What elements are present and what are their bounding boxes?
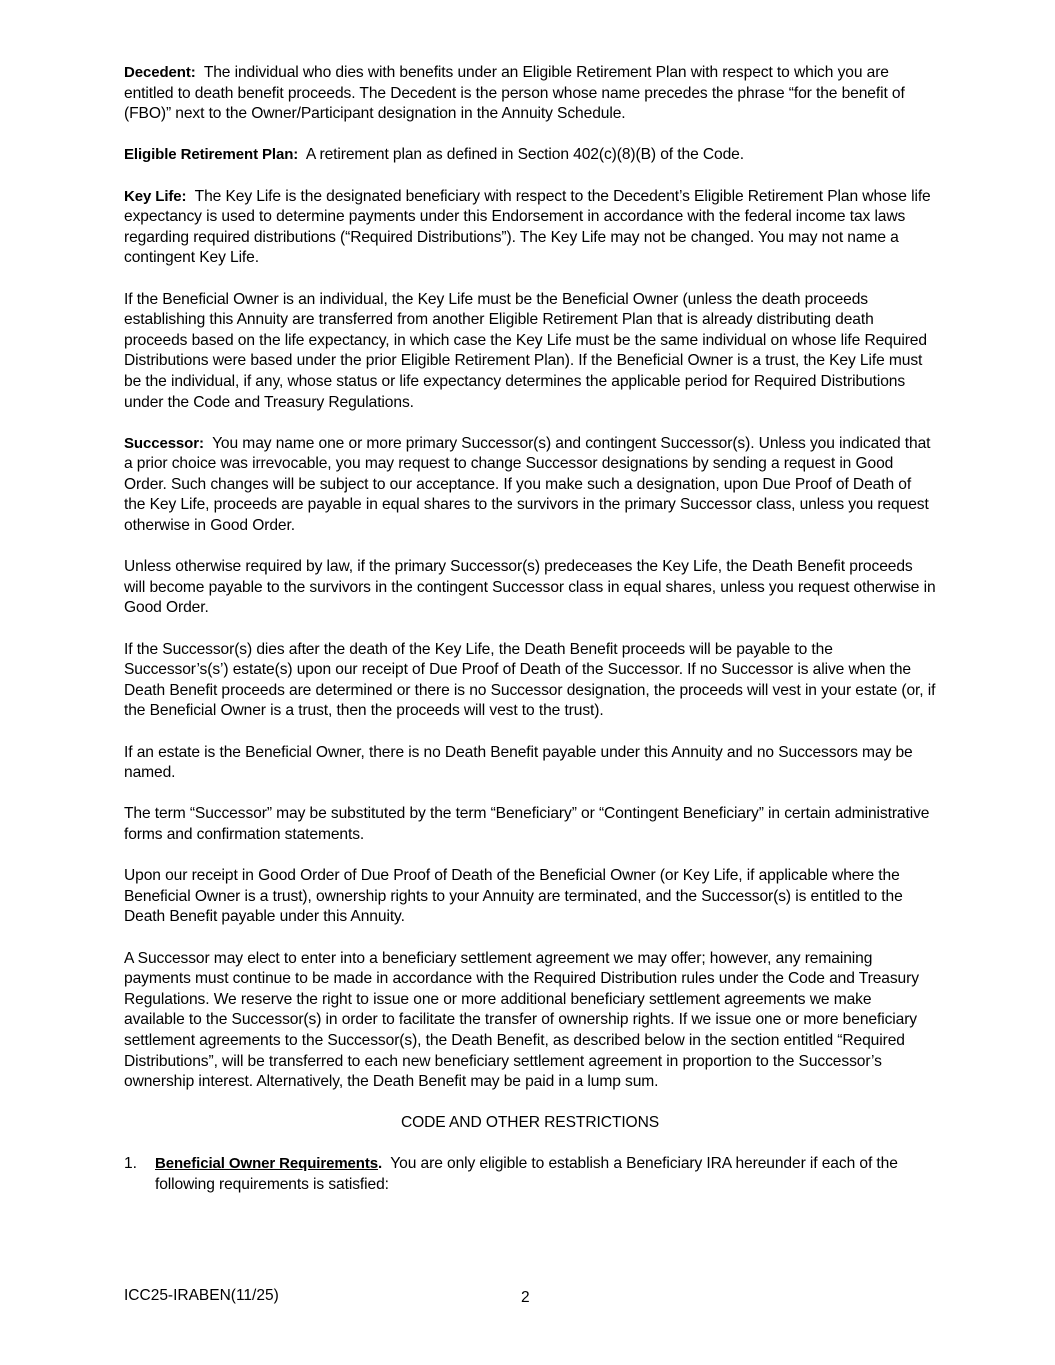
section-heading: CODE AND OTHER RESTRICTIONS xyxy=(400,1114,660,1132)
body-column xyxy=(124,63,936,1196)
definition-successor-text: You may name one or more primary Successor(s) and contingent Successor(s). Unless you indicated that a prior choice was irrevocable, you may request to change Successor designations by sending a request in Good Order. Such changes will be subject to our acceptance. If you make such a designation, upon Due Proof of Death of the Key Life, proceeds are payable in equal shares to the survivors in the primary Successor class, unless you request otherwise in Good Order. xyxy=(124,434,931,535)
term-eligible-retirement-plan: Eligible Retirement Plan: xyxy=(124,146,299,164)
item-body xyxy=(155,1154,936,1195)
definition-eligible-retirement-plan-text: A retirement plan as defined in Section 402(c)(8)(B) of the Code. xyxy=(305,146,744,164)
definition-key-life xyxy=(124,187,936,269)
paragraph-receipt: Upon our receipt in Good Order of Due Proof of Death of the Beneficial Owner (or Key Life, if applicable where the Beneficial Owner is a trust), ownership rights to your Annuity are terminated, and the Successor(s) is entitled to the Death Benefit payable under this Annuity. xyxy=(124,867,903,926)
paragraph-settlement: A Successor may elect to enter into a beneficiary settlement agreement we may offer; however, any remaining payments must continue to be made in accordance with the Required Distribution rules under the Code and Treasury Regulations. We reserve the right to issue one or more additional beneficiary settlement agreements we make available to the Successor(s) in order to facilitate the transfer of ownership rights. If we issue one or more beneficiary settlement agreements to the Successor(s), the Death Benefit, as described below in the section entitled “Required Distributions”, will be transferred to each new beneficiary settlement agreement in proportion to the Successor’s ownership interest. Alternatively, the Death Benefit may be paid in a lump sum. xyxy=(124,949,919,1091)
definition-decedent xyxy=(124,63,936,125)
definition-key-life-text: The Key Life is the designated beneficiary with respect to the Decedent’s Eligible Retirement Plan whose life expectancy is used to determine payments under this Endorsement in accordance with the federal income tax laws regarding required distributions (“Required Distributions”). The Key Life may not be changed. You may not name a contingent Key Life. xyxy=(124,187,931,267)
paragraph-term-substitution: The term “Successor” may be substituted by the term “Beneficiary” or “Contingent Beneficiary” in certain administrative forms and confirmation statements. xyxy=(124,805,930,843)
item-title: Beneficial Owner Requirements xyxy=(155,1155,379,1173)
definition-successor xyxy=(124,434,936,537)
term-key-life: Key Life: xyxy=(124,187,187,205)
paragraph-key-life-individual: If the Beneficial Owner is an individual, the Key Life must be the Beneficial Owner (unless the death proceeds establishing this Annuity are transferred from another Eligible Retirement Plan that is already distributing death proceeds based on the life expectancy, in which case the Key Life must be the same individual on whose life Required Distributions were based under the prior Eligible Retirement Plan). If the Beneficial Owner is a trust, the Key Life must be the individual, if any, whose status or life expectancy determines the applicable period for Required Distributions under the Code and Treasury Regulations. xyxy=(124,290,927,411)
definition-decedent-text: The individual who dies with benefits under an Eligible Retirement Plan with respect to which you are entitled to death benefit proceeds. The Decedent is the person whose name precedes the phrase “for the benefit of (FBO)” next to the Owner/Participant designation in the Annuity Schedule. xyxy=(124,64,905,123)
footer-form-code: ICC25-IRABEN(11/25) xyxy=(124,1287,279,1304)
paragraph-predecease: Unless otherwise required by law, if the primary Successor(s) predeceases the Key Life, the Death Benefit proceeds will become payable to the survivors in the contingent Successor class in equal shares, unless you request otherwise in Good Order. xyxy=(124,558,936,617)
definition-eligible-retirement-plan xyxy=(124,145,936,166)
numbered-item-1 xyxy=(124,1154,936,1195)
item-title-suffix: . xyxy=(378,1155,383,1173)
paragraph-successor-dies: If the Successor(s) dies after the death of the Key Life, the Death Benefit proceeds will be payable to the Successor’s(s’) estate(s) upon our receipt of Due Proof of Death of the Successor. If no Successor is alive when the Death Benefit proceeds are determined or there is no Successor designation, the proceeds will vest in your estate (or, if the Beneficial Owner is a trust, then the proceeds will vest to the trust). xyxy=(124,640,936,720)
item-number: 1. xyxy=(124,1155,137,1173)
item-text: You are only eligible to establish a Beneficiary IRA hereunder if each of the following requirements is satisfied: xyxy=(155,1155,898,1194)
term-decedent: Decedent: xyxy=(124,64,196,81)
footer-page-number: 2 xyxy=(521,1289,530,1306)
term-successor: Successor: xyxy=(124,434,204,452)
paragraph-estate: If an estate is the Beneficial Owner, there is no Death Benefit payable under this Annuity and no Successors may be named. xyxy=(124,743,913,782)
